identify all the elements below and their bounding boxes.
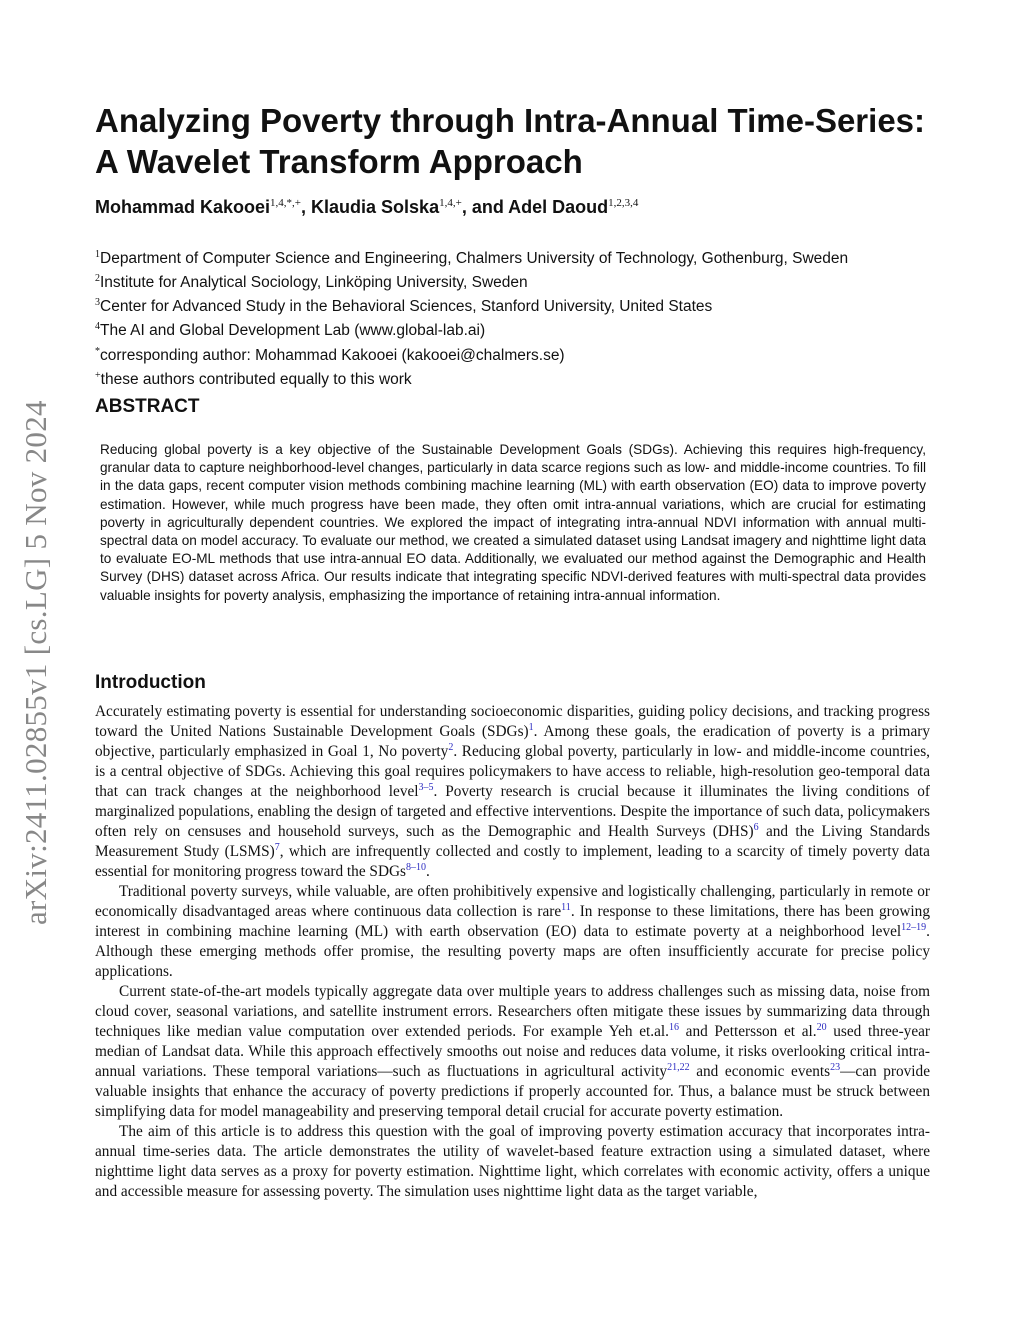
author-affiliation-marks: 1,2,3,4: [608, 197, 639, 209]
citation-link[interactable]: 1: [528, 721, 534, 733]
affiliation: [95, 269, 848, 293]
paragraph-text: Accurately estimating poverty is essential for understanding socioeconomic disparities, guiding policy decisions, and tracking progress toward the United Nations Sustainable Development Goals (SDGs): [95, 703, 930, 740]
arxiv-identifier-stamp: arXiv:2411.02855v1 [cs.LG] 5 Nov 2024: [18, 400, 53, 925]
affiliation: [95, 366, 848, 390]
affiliation: [95, 342, 848, 366]
paragraph-text: and Pettersson et al.: [678, 1023, 817, 1040]
paragraph-text: . Among these goals, the eradication of poverty is a primary objective, particularly emphasized in Goal 1, No poverty: [95, 723, 930, 760]
citation-link[interactable]: 8–10: [406, 861, 426, 873]
author-separator: , and: [461, 197, 509, 217]
abstract-text: Reducing global poverty is a key objective of the Sustainable Development Goals (SDGs). Achieving this requires high-frequency, granular data to capture neighborhood-level changes, particularly in data scarce regions such as low- and middle-income countries. To fill in the data gaps, recent computer vision methods combining machine learning (ML) with earth observation (EO) data to improve poverty estimation. However, while much progress have been made, they often omit intra-annual variations, which are crucial for estimating poverty in agriculturally dependent countries. We explored the impact of integrating intra-annual NDVI information with annual multi-spectral data on model accuracy. To evaluate our method, we created a simulated dataset using Landsat imagery and nighttime light data to evaluate EO-ML methods that use intra-annual EO data. Additionally, we evaluated our method against the Demographic and Health Survey (DHS) dataset across Africa. Our results indicate that integrating specific NDVI-derived features with multi-spectral data provides valuable insights for poverty analysis, emphasizing the importance of retaining intra-annual information.: [100, 442, 926, 603]
paragraph-text: , which are infrequently collected and costly to implement, leading to a scarcity of timely poverty data essential for monitoring progress toward the SDGs: [95, 843, 930, 880]
author-name: Mohammad Kakooei: [95, 197, 271, 217]
citation-link[interactable]: 6: [753, 821, 759, 833]
paragraph-text: and the Living Standards Measurement Study (LSMS): [95, 823, 930, 860]
affiliation-mark: *: [95, 345, 100, 357]
affiliation-text: corresponding author: Mohammad Kakooei (kakooei@chalmers.se): [100, 346, 565, 364]
author-name: Klaudia Solska: [311, 197, 440, 217]
affiliation-mark: 2: [95, 273, 100, 285]
paragraph-text: Traditional poverty surveys, while valuable, are often prohibitively expensive and logistically challenging, particularly in remote or economically disadvantaged areas where continuous data collection is rare: [95, 883, 930, 920]
paper-title: [95, 100, 925, 182]
body-paragraph: [95, 702, 930, 882]
affiliation-list: [95, 245, 848, 390]
paragraph-text: .: [426, 863, 430, 880]
paragraph-text: Current state-of-the-art models typically aggregate data over multiple years to address challenges such as missing data, noise from cloud cover, seasonal variations, and satellite instrument errors. Researchers often mitigate these issues by summarizing data through techniques like median value computation over extended periods. For example Yeh et.al.: [95, 983, 930, 1040]
author-name: Adel Daoud: [508, 197, 609, 217]
affiliation-text: Department of Computer Science and Engineering, Chalmers University of Technology, Gothenburg, Sweden: [100, 250, 849, 268]
affiliation-mark: +: [95, 369, 101, 381]
paragraph-text: . In response to these limitations, there has been growing interest in combining machine learning (ML) with earth observation (EO) data to estimate poverty at a neighborhood level: [95, 903, 930, 940]
citation-link[interactable]: 11: [561, 901, 571, 913]
paragraph-text: —can provide valuable insights that enhance the accuracy of poverty predictions if properly accounted for. Thus, a balance must be struck between simplifying data for model manageability and preserving temporal detail crucial for accurate poverty estimation.: [95, 1063, 930, 1120]
paragraph-text: . Poverty research is crucial because it illuminates the living conditions of marginalized populations, enabling the design of targeted and effective interventions. Despite the importance of such data, policymakers often rely on censuses and household surveys, such as the Demographic and Health Surveys (DHS): [95, 783, 930, 840]
author-affiliation-marks: 1,4,+: [439, 197, 462, 209]
abstract-heading: ABSTRACT: [95, 396, 200, 417]
affiliation-mark: 3: [95, 297, 100, 309]
affiliation-text: The AI and Global Development Lab (www.global-lab.ai): [100, 322, 486, 340]
author-separator: ,: [301, 197, 312, 217]
introduction-heading: Introduction: [95, 672, 206, 693]
paragraph-text: The aim of this article is to address this question with the goal of improving poverty estimation accuracy that incorporates intra-annual time-series data. The article demonstrates the utility of wavelet-based feature extraction using a simulated dataset, where nighttime light data serves as a proxy for poverty estimation. Nighttime light, which correlates with economic activity, offers a unique and accessible measure for assessing poverty. The simulation uses nighttime light data as the target variable,: [95, 1123, 930, 1200]
citation-link[interactable]: 20: [816, 1021, 827, 1033]
title-line: A Wavelet Transform Approach: [95, 143, 583, 180]
paragraph-text: and economic events: [689, 1063, 831, 1080]
affiliation-text: Center for Advanced Study in the Behavioral Sciences, Stanford University, United States: [100, 298, 713, 316]
paragraph-text: . Although these emerging methods offer promise, the resulting poverty maps are often insufficiently accurate for precise policy applications.: [95, 923, 930, 980]
paragraph-text: . Reducing global poverty, particularly in low- and middle-income countries, is a central objective of SDGs. Achieving this goal requires policymakers to have access to reliable, high-resolution geo-temporal data that can track changes at the neighborhood level: [95, 743, 930, 800]
citation-link[interactable]: 7: [274, 841, 280, 853]
body-paragraph: [95, 1122, 930, 1202]
author-list: [95, 197, 638, 218]
citation-link[interactable]: 12–19: [901, 921, 927, 933]
citation-link[interactable]: 3–5: [418, 781, 434, 793]
author-affiliation-marks: 1,4,*,+: [270, 197, 302, 209]
affiliation: [95, 245, 848, 269]
title-line: Analyzing Poverty through Intra-Annual Time-Series:: [95, 102, 926, 139]
citation-link[interactable]: 23: [830, 1061, 841, 1073]
affiliation-text: Institute for Analytical Sociology, Linköping University, Sweden: [100, 274, 528, 292]
affiliation-mark: 1: [95, 249, 100, 260]
affiliation-text: these authors contributed equally to this work: [100, 370, 412, 388]
body-paragraph: [95, 882, 930, 982]
introduction-body: [95, 702, 930, 1202]
body-paragraph: [95, 982, 930, 1122]
citation-link[interactable]: 21,22: [667, 1061, 690, 1073]
affiliation-mark: 4: [95, 321, 100, 333]
paragraph-text: used three-year median of Landsat data. While this approach effectively smooths out noise and reduces data volume, it risks overlooking critical intra-annual variations. These temporal variations—such as fluctuations in agricultural activity: [95, 1023, 930, 1080]
citation-link[interactable]: 16: [668, 1021, 679, 1033]
affiliation: [95, 293, 848, 317]
citation-link[interactable]: 2: [448, 741, 454, 753]
affiliation: [95, 317, 848, 341]
